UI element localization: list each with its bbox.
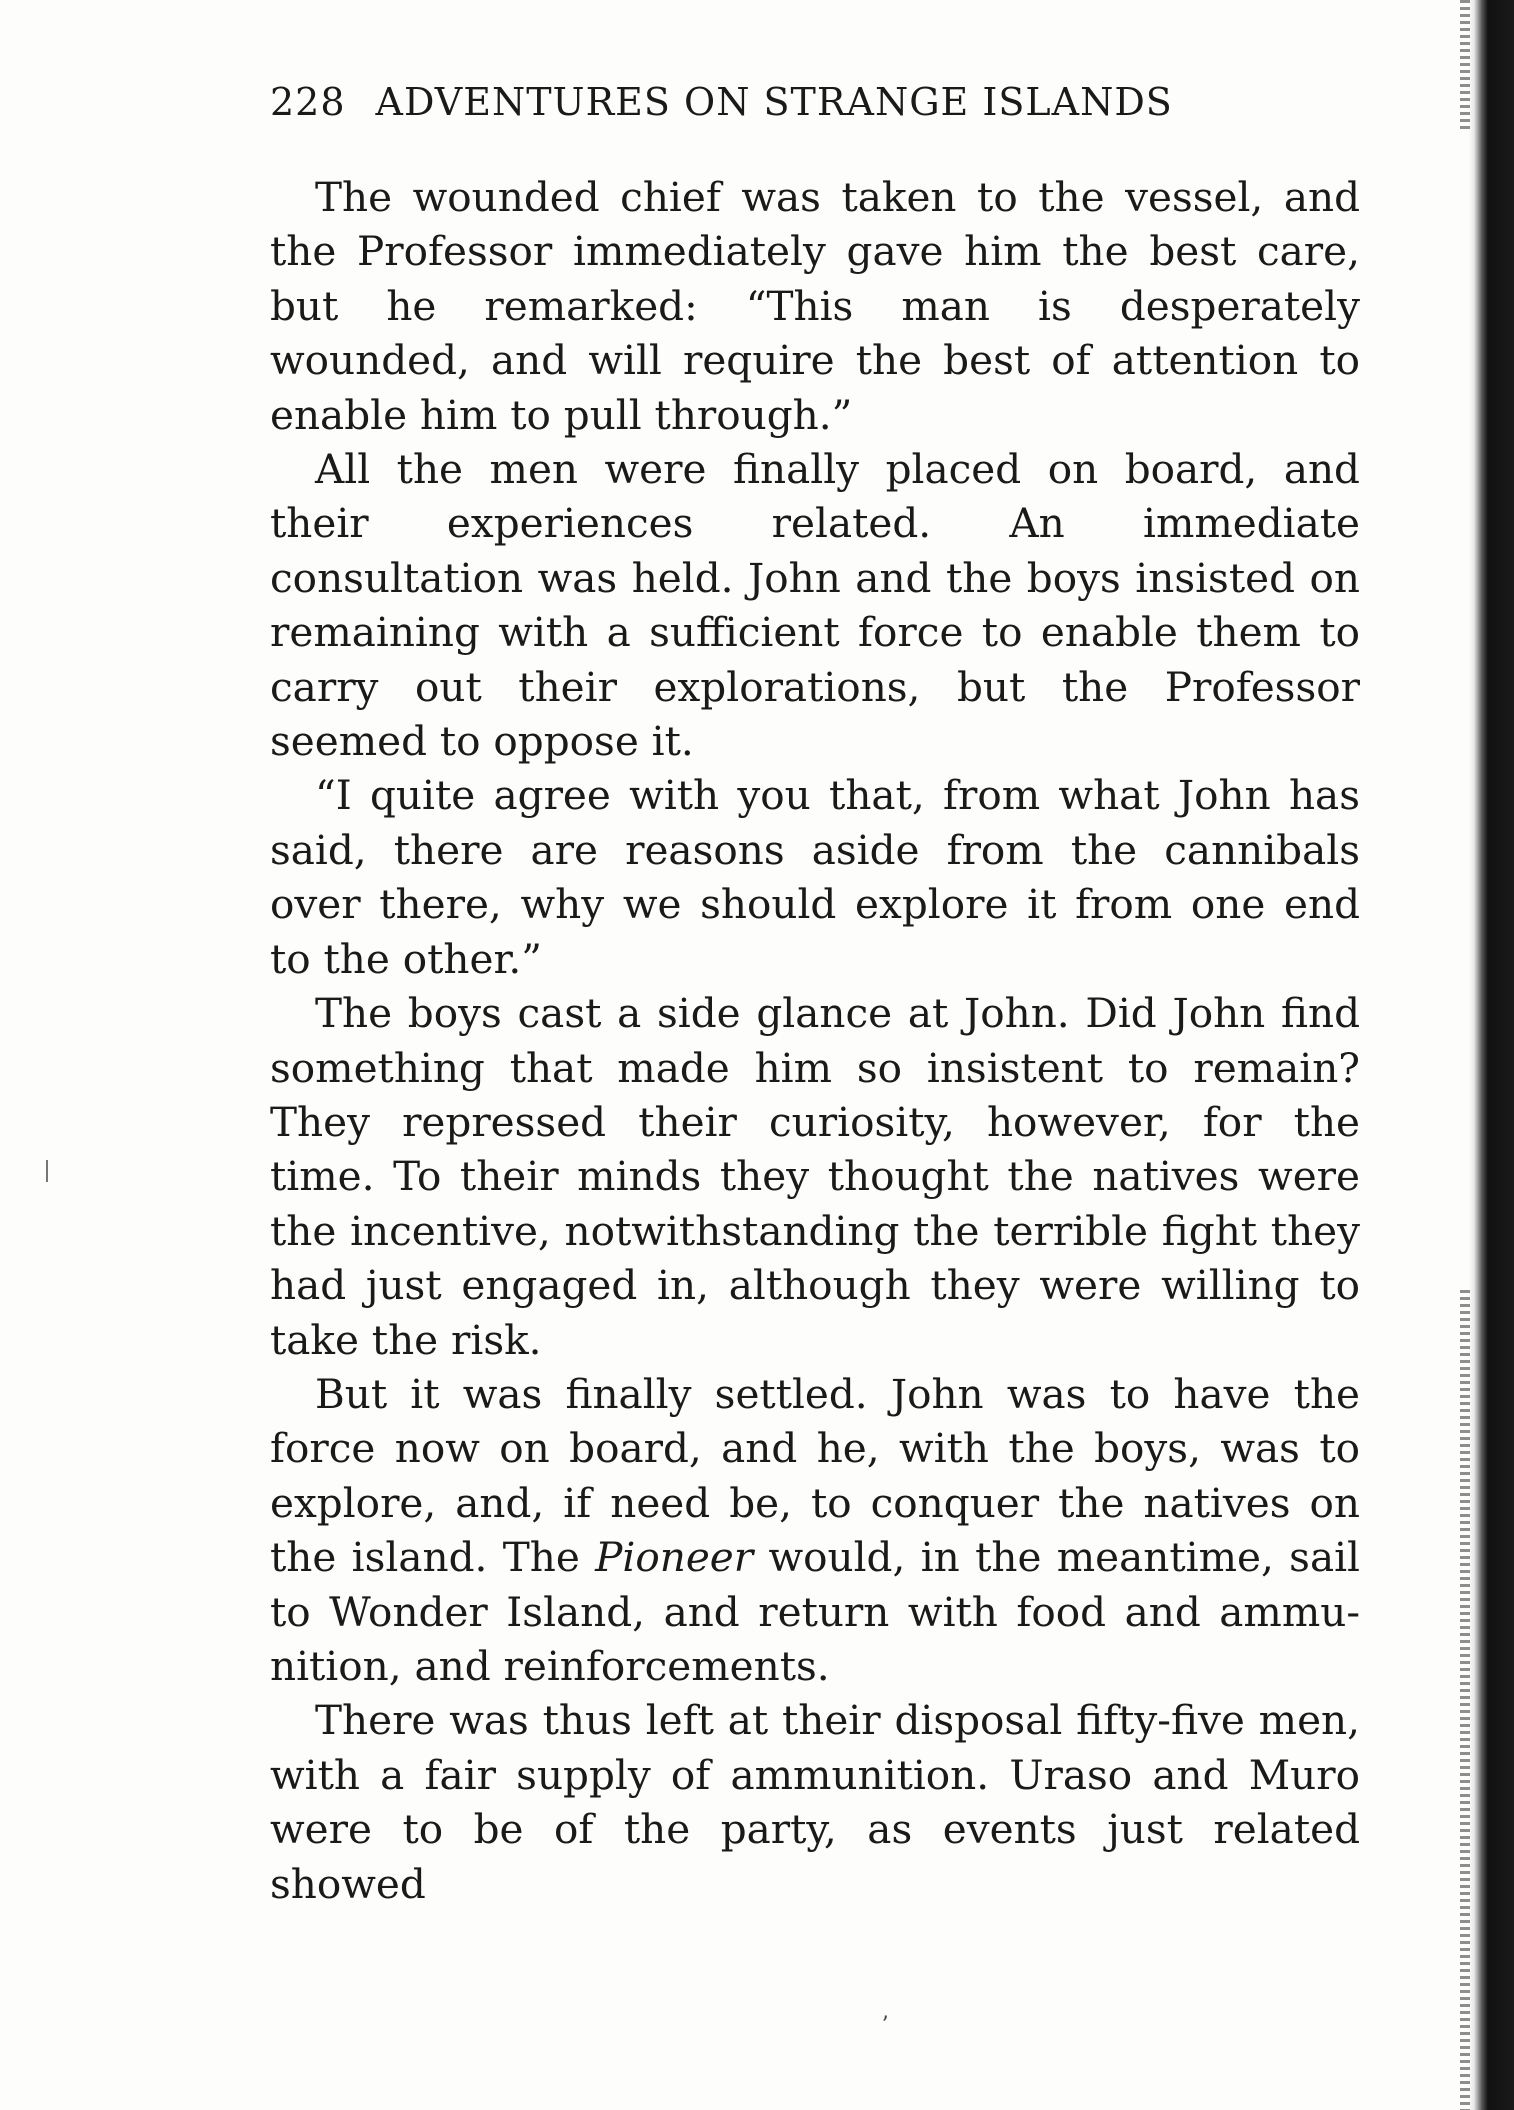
body-text — [270, 170, 1360, 1911]
running-title: ADVENTURES ON STRANGE ISLANDS — [375, 80, 1173, 124]
margin-speck — [46, 1160, 48, 1182]
running-head — [270, 80, 1360, 124]
page-number: 228 — [270, 80, 346, 124]
paragraph — [270, 1367, 1360, 1693]
paragraph: All the men were finally placed on board, and their experiences related. An immediate consultation was held. John and the boys insisted on remaining with a sufficient force to enable them to carry out their explorations, but the Professor seemed to oppose it. — [270, 445, 1360, 766]
binding-shadow — [1460, 0, 1470, 130]
footer-mark: ʼ — [881, 2013, 888, 2038]
paragraph: There was thus left at their disposal fifty-five men, with a fair supply of ammunition. Uraso and Muro were to be of the party, as events just related showed — [270, 1696, 1360, 1908]
ship-name: Pioneer — [595, 1533, 754, 1582]
paragraph-text: But it was finally settled. John was to have the force now on board, and he, with the boys, was to explore, and, if need be, to conquer the natives on the island. The — [270, 1369, 1360, 1582]
binding-edge — [1468, 0, 1514, 2110]
binding-shadow — [1460, 1290, 1470, 2110]
paragraph: The wounded chief was taken to the vessel, and the Professor immediately gave him the best care, but he remarked: “This man is desperately wounded, and will require the best of attention to enable him to pull through.” — [270, 173, 1360, 439]
paragraph: “I quite agree with you that, from what John has said, there are reasons aside from the cannibals over there, why we should explore it from one end to the other.” — [270, 771, 1360, 983]
paragraph: The boys cast a side glance at John. Did John find something that made him so insistent to remain? They repressed their curiosity, however, for the time. To their minds they thought the natives were the incentive, notwithstanding the terrible fight they had just engaged in, although they were willing to take the risk. — [270, 989, 1360, 1364]
paragraph-text: would, in the meantime, sail to Wonder Island, and return with food and ammunition, and reinforcements. — [270, 1533, 1361, 1690]
